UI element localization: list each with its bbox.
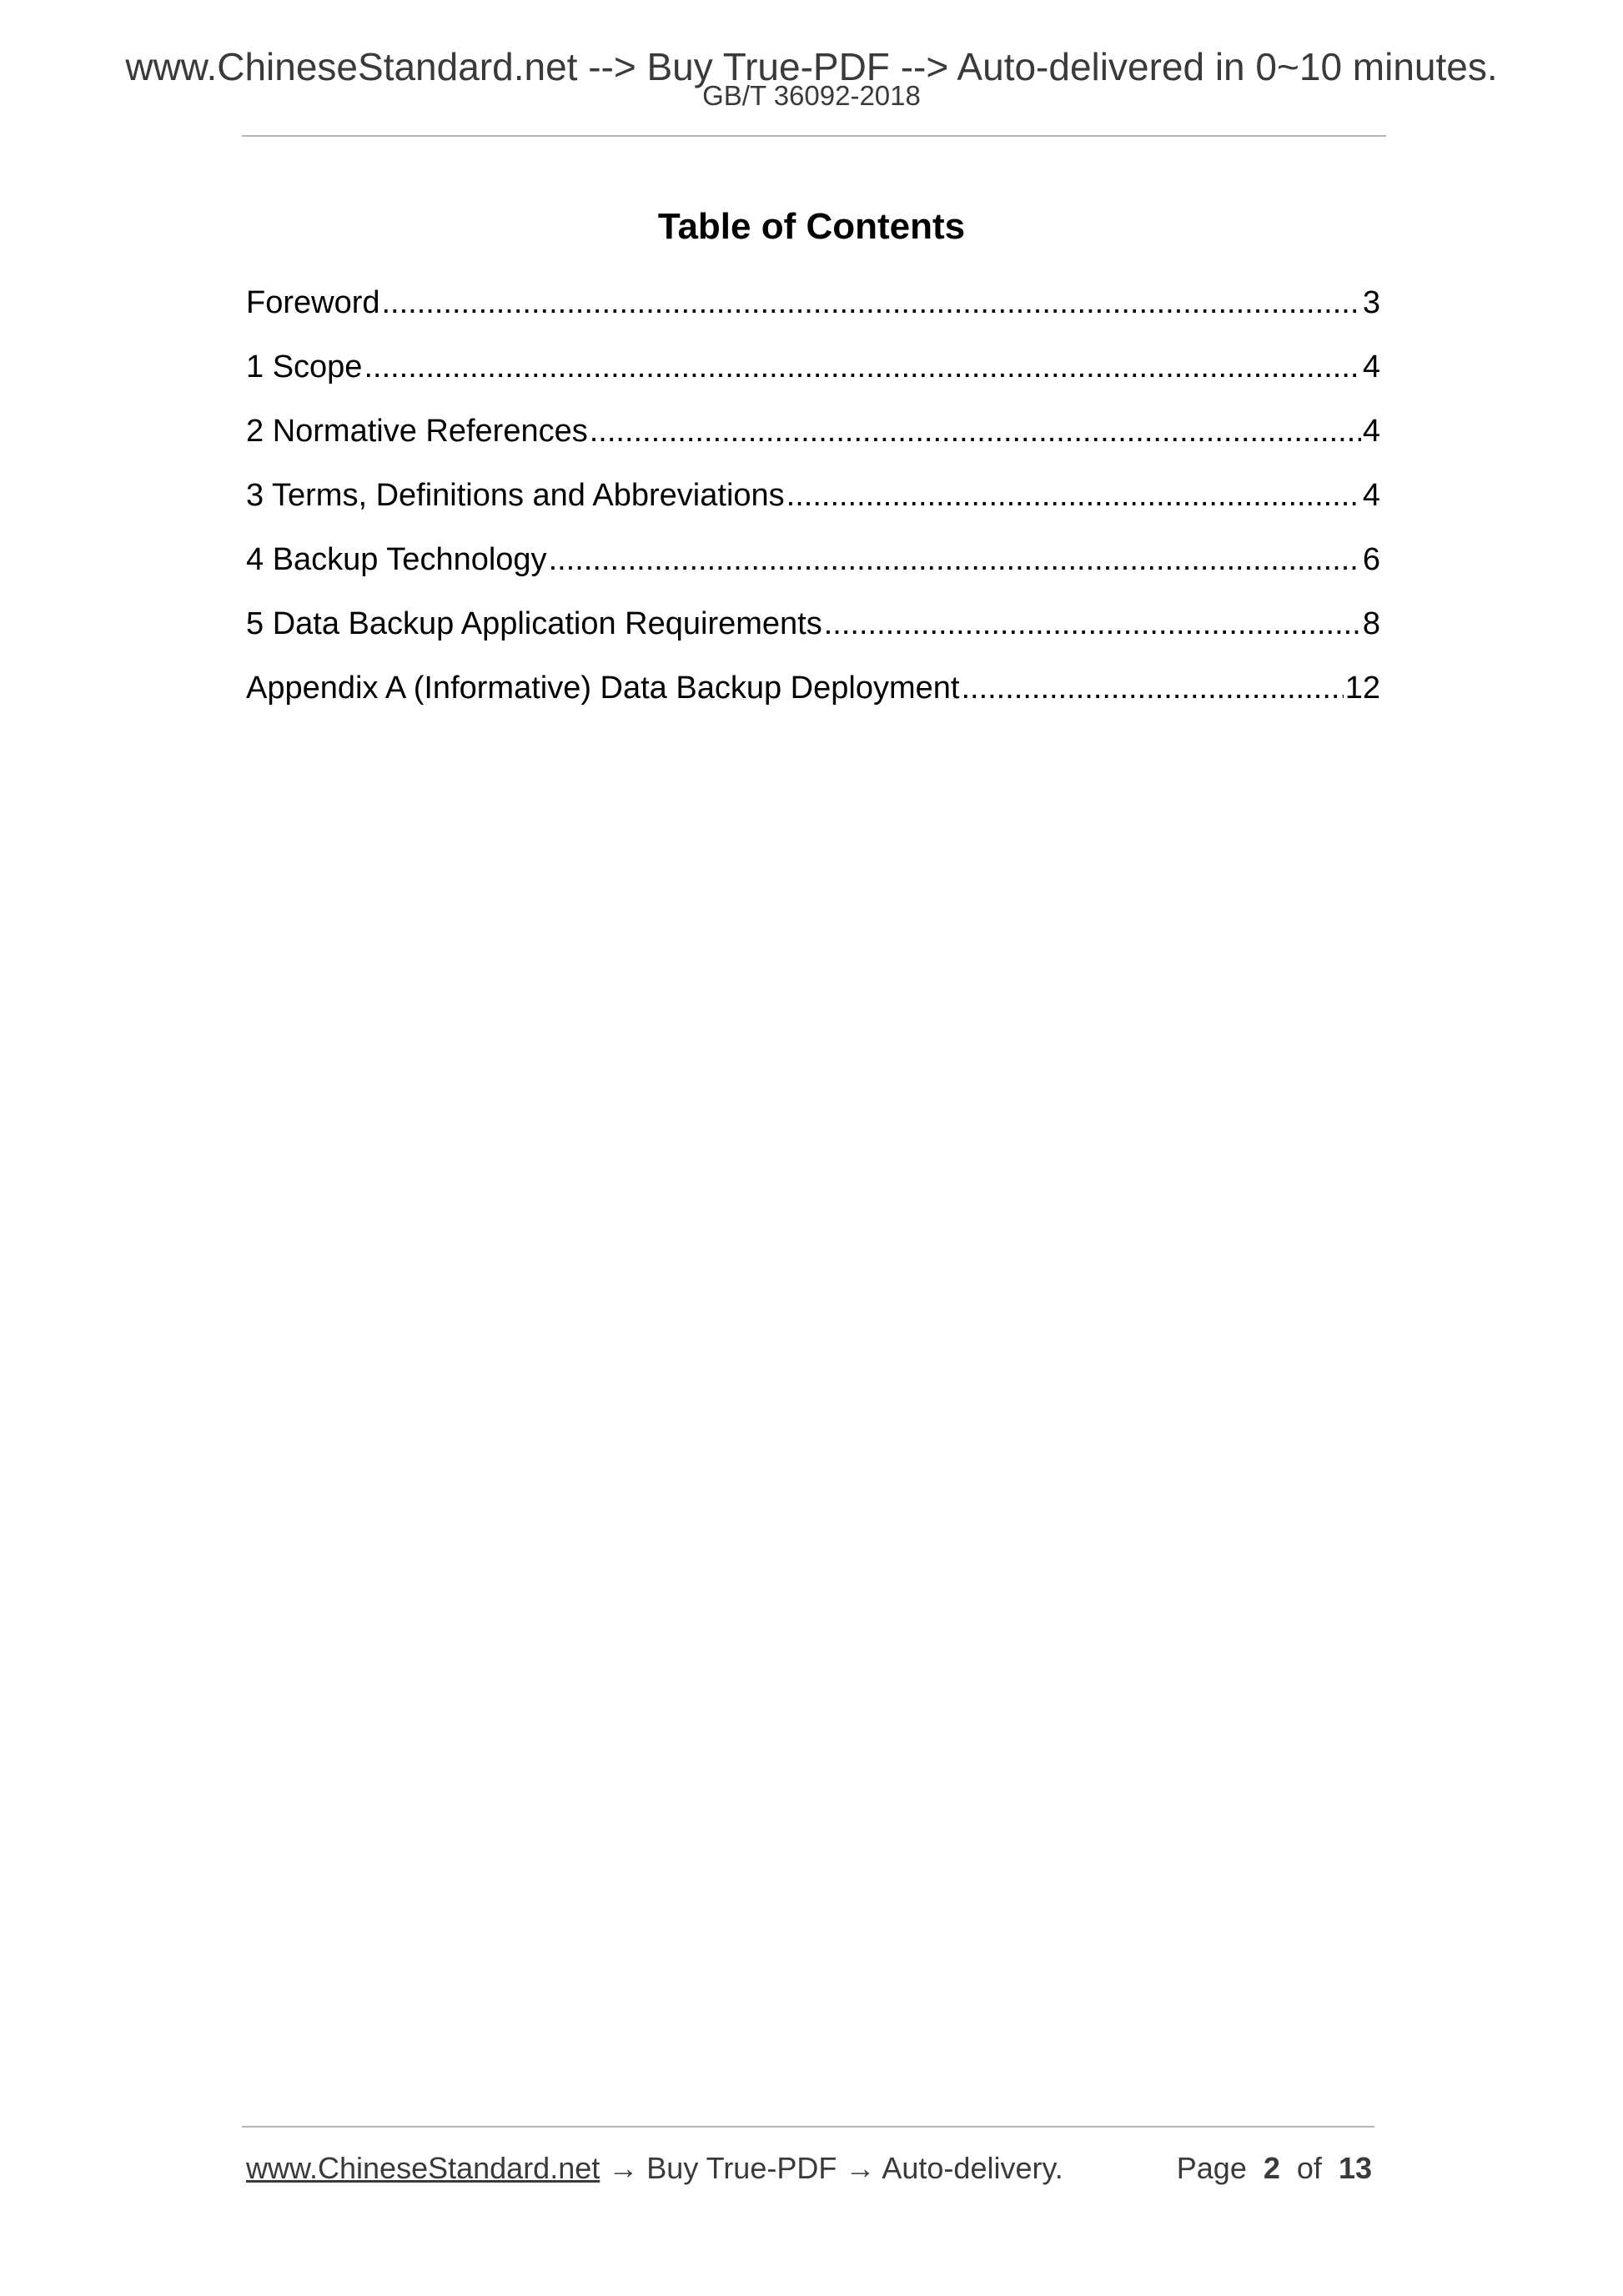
toc-entry-label: 5 Data Backup Application Requirements — [246, 606, 822, 641]
page-number — [1177, 2145, 1372, 2192]
toc-entry-scope[interactable] — [246, 344, 1380, 409]
toc-entry-label: Foreword — [246, 285, 380, 320]
toc-entry-page: 4 — [1362, 414, 1380, 449]
toc-entry-label: 1 Scope — [246, 349, 363, 384]
toc-entry-page: 3 — [1362, 285, 1380, 320]
arrow-right-icon: → — [845, 2151, 876, 2185]
page-total: 13 — [1338, 2151, 1372, 2185]
dot-leader — [382, 280, 1361, 325]
header-divider — [242, 135, 1386, 137]
table-of-contents — [246, 280, 1380, 730]
page-footer — [246, 2145, 1372, 2192]
toc-entry-page: 12 — [1344, 671, 1380, 706]
toc-entry-backup-technology[interactable] — [246, 537, 1380, 601]
toc-entry-foreword[interactable] — [246, 280, 1380, 344]
footer-site-link[interactable]: www.ChineseStandard.net — [246, 2151, 600, 2185]
footer-divider — [242, 2126, 1374, 2128]
dot-leader — [364, 344, 1360, 389]
toc-entry-label: 4 Backup Technology — [246, 542, 547, 577]
toc-entry-page: 6 — [1362, 542, 1380, 577]
toc-entry-page: 4 — [1362, 349, 1380, 384]
dot-leader — [961, 666, 1343, 711]
dot-leader — [786, 473, 1361, 518]
toc-entry-application-requirements[interactable] — [246, 601, 1380, 666]
dot-leader — [824, 601, 1361, 646]
page-word: Page — [1176, 2151, 1247, 2185]
footer-delivery-text: Auto-delivery. — [882, 2151, 1063, 2185]
dot-leader — [549, 537, 1361, 582]
toc-entry-normative-references[interactable] — [246, 409, 1380, 473]
toc-entry-terms-definitions[interactable] — [246, 473, 1380, 537]
toc-entry-label: 3 Terms, Definitions and Abbreviations — [246, 478, 785, 513]
toc-entry-label: 2 Normative References — [246, 414, 588, 449]
page-current: 2 — [1263, 2151, 1280, 2185]
of-word: of — [1296, 2151, 1322, 2185]
arrow-right-icon: → — [608, 2151, 639, 2185]
toc-entry-appendix-a[interactable] — [246, 666, 1380, 730]
footer-promo — [246, 2145, 1063, 2192]
dot-leader — [590, 409, 1361, 454]
footer-buy-text: Buy True-PDF — [646, 2151, 837, 2185]
toc-entry-page: 4 — [1362, 478, 1380, 513]
banner-text: www.ChineseStandard.net --> Buy True-PDF --> Auto-delivered in 0~10 minutes. — [125, 45, 1498, 88]
document-code: GB/T 36092-2018 — [702, 80, 921, 111]
toc-entry-label: Appendix A (Informative) Data Backup Deployment — [246, 671, 960, 706]
toc-entry-page: 8 — [1362, 606, 1380, 641]
toc-title: Table of Contents — [657, 206, 966, 247]
